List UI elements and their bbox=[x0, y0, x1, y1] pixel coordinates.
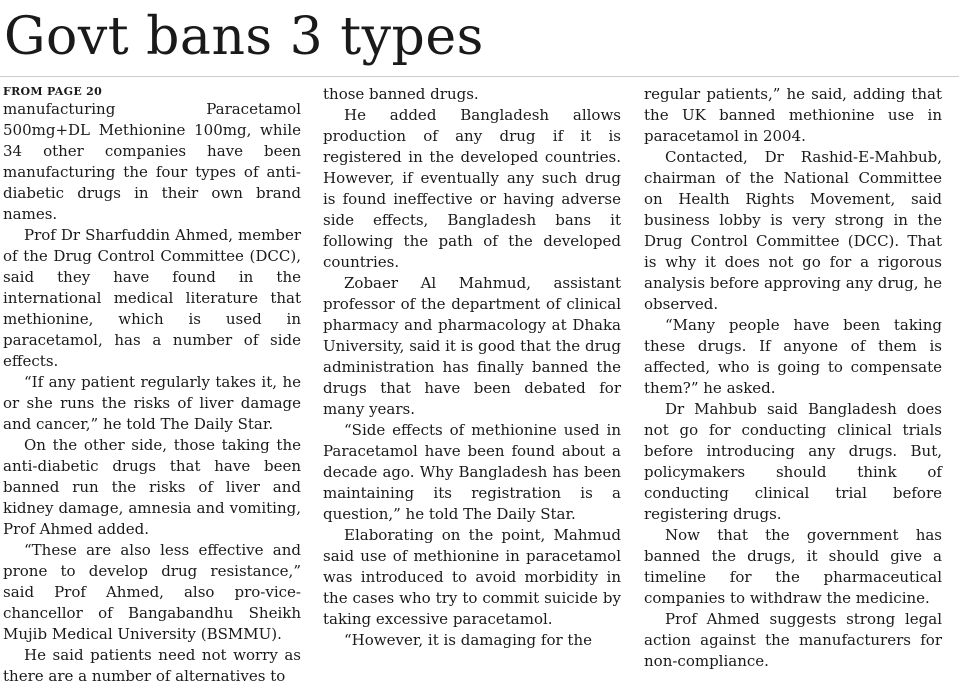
paragraph: “However, it is damaging for the bbox=[344, 631, 592, 649]
paragraph: those banned drugs. bbox=[323, 85, 479, 103]
paragraph: He added Bangladesh allows production of any drug if it is registered in the developed countries. However, if eventually any such drug is found ineffective or having adverse side effects, Bangladesh bans it following the path of the developed countries. bbox=[323, 106, 621, 271]
continuation-kicker: FROM PAGE 20 bbox=[3, 85, 103, 98]
paragraph: Elaborating on the point, Mahmud said use of methionine in paracetamol was introduced to avoid morbidity in the cases who try to commit suicide by taking excessive paracetamol. bbox=[323, 526, 621, 628]
paragraph: Prof Dr Sharfuddin Ahmed, member of the Drug Control Committee (DCC), said they have found in the international medical literature that methionine, which is used in paracetamol, has a number of side effects. bbox=[3, 226, 301, 370]
headline: Govt bans 3 types bbox=[4, 7, 484, 67]
article-column-2 bbox=[323, 84, 621, 674]
paragraph: “Many people have been taking these drugs. If anyone of them is affected, who is going to compensate them?” he asked. bbox=[644, 316, 942, 397]
paragraph: Zobaer Al Mahmud, assistant professor of the department of clinical pharmacy and pharmacology at Dhaka University, said it is good that the drug administration has finally banned the drugs that have been debated for many years. bbox=[323, 274, 621, 418]
paragraph: “These are also less effective and prone to develop drug resistance,” said Prof Ahmed, also pro-vice-chancellor of Bangabandhu Sheikh Mujib Medical University (BSMMU). bbox=[3, 541, 301, 643]
article-column-3 bbox=[644, 84, 942, 674]
paragraph: manufacturing Paracetamol 500mg+DL Methionine 100mg, while 34 other companies have been manufacturing the four types of anti-diabetic drugs in their own brand names. bbox=[3, 100, 301, 223]
paragraph: Dr Mahbub said Bangladesh does not go for conducting clinical trials before introducing any drugs. But, policymakers should think of conducting clinical trial before registering drugs. bbox=[644, 400, 942, 523]
paragraph: Contacted, Dr Rashid-E-Mahbub, chairman of the National Committee on Health Rights Movement, said business lobby is very strong in the Drug Control Committee (DCC). That is why it does not go for a rigorous analysis before approving any drug, he observed. bbox=[644, 148, 942, 313]
paragraph: He said patients need not worry as there are a number of alternatives to bbox=[3, 646, 301, 685]
paragraph: Prof Ahmed suggests strong legal action against the manufacturers for non-compliance. bbox=[644, 610, 942, 670]
paragraph: On the other side, those taking the anti-diabetic drugs that have been banned run the risks of liver and kidney damage, amnesia and vomiting, Prof Ahmed added. bbox=[3, 436, 301, 538]
paragraph: “If any patient regularly takes it, he or she runs the risks of liver damage and cancer,” he told The Daily Star. bbox=[3, 373, 301, 433]
headline-rule bbox=[0, 76, 959, 77]
paragraph: regular patients,” he said, adding that the UK banned methionine use in paracetamol in 2004. bbox=[644, 85, 942, 145]
paragraph: “Side effects of methionine used in Paracetamol have been found about a decade ago. Why Bangladesh has been maintaining its registration is a question,” he told The Daily Star. bbox=[323, 421, 621, 523]
article-column-1 bbox=[3, 84, 301, 685]
paragraph: Now that the government has banned the drugs, it should give a timeline for the pharmaceutical companies to withdraw the medicine. bbox=[644, 526, 942, 607]
